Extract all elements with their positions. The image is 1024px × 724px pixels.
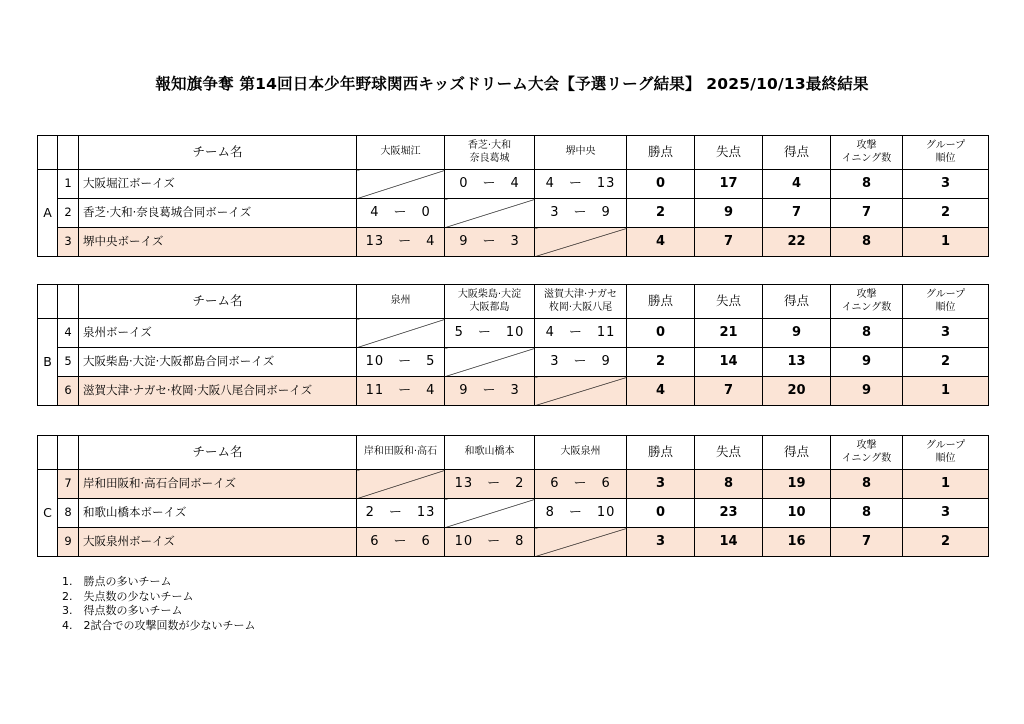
self-match-cell bbox=[445, 499, 535, 528]
wins-points: 0 bbox=[627, 499, 695, 528]
header-runs-allowed: 失点 bbox=[695, 285, 763, 319]
match-score: 13 ー 2 bbox=[445, 470, 535, 499]
wins-points: 0 bbox=[627, 319, 695, 348]
header-blank bbox=[58, 436, 79, 470]
runs-scored: 20 bbox=[763, 377, 831, 406]
header-rank-line1: グループ bbox=[925, 140, 966, 151]
header-team-name: チーム名 bbox=[79, 436, 357, 470]
team-name: 香芝·大和·奈良葛城合同ボーイズ bbox=[79, 199, 357, 228]
table-row bbox=[38, 348, 989, 377]
header-rank-line2: 順位 bbox=[935, 152, 956, 164]
match-score: 4 ー 0 bbox=[357, 199, 445, 228]
runs-allowed: 9 bbox=[695, 199, 763, 228]
team-number: 9 bbox=[58, 528, 79, 557]
group-letter: C bbox=[38, 470, 58, 557]
header-opponent bbox=[357, 436, 445, 470]
ranking-rules bbox=[62, 575, 256, 633]
match-score: 6 ー 6 bbox=[535, 470, 627, 499]
team-number: 7 bbox=[58, 470, 79, 499]
runs-allowed: 23 bbox=[695, 499, 763, 528]
match-score: 8 ー 10 bbox=[535, 499, 627, 528]
ranking-rule: 3. 得点数の多いチーム bbox=[62, 604, 183, 617]
header-opponent bbox=[535, 285, 627, 319]
header-runs-scored: 得点 bbox=[763, 436, 831, 470]
match-score: 2 ー 13 bbox=[357, 499, 445, 528]
header-opponent-line2: 奈良葛城 bbox=[469, 152, 510, 164]
runs-scored: 13 bbox=[763, 348, 831, 377]
runs-scored: 16 bbox=[763, 528, 831, 557]
team-number: 8 bbox=[58, 499, 79, 528]
header-team-name: チーム名 bbox=[79, 136, 357, 170]
header-wins-points: 勝点 bbox=[627, 136, 695, 170]
header-opponent bbox=[357, 136, 445, 170]
offense-innings: 8 bbox=[831, 470, 903, 499]
match-score: 9 ー 3 bbox=[445, 377, 535, 406]
wins-points: 3 bbox=[627, 470, 695, 499]
match-score: 6 ー 6 bbox=[357, 528, 445, 557]
self-match-cell bbox=[445, 199, 535, 228]
header-rank-line1: グループ bbox=[925, 440, 966, 451]
header-opponent-line1: 滋賀大津·ナガセ bbox=[544, 289, 617, 300]
header-blank bbox=[58, 136, 79, 170]
header-runs-allowed: 失点 bbox=[695, 436, 763, 470]
runs-scored: 9 bbox=[763, 319, 831, 348]
runs-allowed: 21 bbox=[695, 319, 763, 348]
header-rank bbox=[903, 436, 989, 470]
header-opponent-line1: 大阪泉州 bbox=[560, 446, 601, 458]
wins-points: 4 bbox=[627, 377, 695, 406]
header-opponent-line1: 和歌山橋本 bbox=[464, 446, 515, 458]
wins-points: 3 bbox=[627, 528, 695, 557]
header-blank bbox=[38, 136, 58, 170]
team-number: 2 bbox=[58, 199, 79, 228]
match-score: 10 ー 5 bbox=[357, 348, 445, 377]
header-opponent bbox=[357, 285, 445, 319]
runs-scored: 4 bbox=[763, 170, 831, 199]
team-name: 岸和田阪和·高石合同ボーイズ bbox=[79, 470, 357, 499]
match-score: 4 ー 11 bbox=[535, 319, 627, 348]
team-name: 滋賀大津·ナガセ·枚岡·大阪八尾合同ボーイズ bbox=[79, 377, 357, 406]
header-opponent bbox=[445, 436, 535, 470]
offense-innings: 8 bbox=[831, 319, 903, 348]
table-row bbox=[38, 470, 989, 499]
runs-scored: 7 bbox=[763, 199, 831, 228]
header-innings-line1: 攻撃 bbox=[856, 140, 877, 151]
header-opponent-line1: 香芝·大和 bbox=[467, 140, 512, 151]
header-innings bbox=[831, 136, 903, 170]
self-match-cell bbox=[535, 528, 627, 557]
header-opponent bbox=[535, 436, 627, 470]
team-name: 堺中央ボーイズ bbox=[79, 228, 357, 257]
group-rank: 1 bbox=[903, 228, 989, 257]
team-name: 泉州ボーイズ bbox=[79, 319, 357, 348]
match-score: 0 ー 4 bbox=[445, 170, 535, 199]
group-rank: 2 bbox=[903, 199, 989, 228]
group-rank: 2 bbox=[903, 348, 989, 377]
header-opponent-line1: 大阪堀江 bbox=[380, 146, 421, 158]
table-row bbox=[38, 499, 989, 528]
group-c-table bbox=[37, 435, 989, 557]
runs-scored: 10 bbox=[763, 499, 831, 528]
match-score: 13 ー 4 bbox=[357, 228, 445, 257]
header-opponent-line1: 岸和田阪和·高石 bbox=[363, 446, 438, 458]
team-number: 6 bbox=[58, 377, 79, 406]
match-score: 3 ー 9 bbox=[535, 199, 627, 228]
header-innings-line1: 攻撃 bbox=[856, 440, 877, 451]
table-row bbox=[38, 528, 989, 557]
wins-points: 2 bbox=[627, 348, 695, 377]
match-score: 3 ー 9 bbox=[535, 348, 627, 377]
header-opponent-line1: 大阪柴島·大淀 bbox=[457, 289, 522, 300]
team-name: 大阪泉州ボーイズ bbox=[79, 528, 357, 557]
header-innings bbox=[831, 285, 903, 319]
header-wins-points: 勝点 bbox=[627, 436, 695, 470]
group-rank: 3 bbox=[903, 499, 989, 528]
header-opponent bbox=[445, 136, 535, 170]
self-match-cell bbox=[445, 348, 535, 377]
header-opponent bbox=[445, 285, 535, 319]
header-rank-line2: 順位 bbox=[935, 301, 956, 313]
header-blank bbox=[38, 436, 58, 470]
group-rank: 2 bbox=[903, 528, 989, 557]
header-runs-scored: 得点 bbox=[763, 136, 831, 170]
self-match-cell bbox=[357, 319, 445, 348]
header-opponent-line1: 堺中央 bbox=[565, 146, 596, 158]
offense-innings: 8 bbox=[831, 228, 903, 257]
runs-scored: 19 bbox=[763, 470, 831, 499]
match-score: 4 ー 13 bbox=[535, 170, 627, 199]
header-wins-points: 勝点 bbox=[627, 285, 695, 319]
header-blank bbox=[38, 285, 58, 319]
offense-innings: 8 bbox=[831, 170, 903, 199]
header-rank bbox=[903, 136, 989, 170]
header-team-name: チーム名 bbox=[79, 285, 357, 319]
team-name: 大阪柴島·大淀·大阪都島合同ボーイズ bbox=[79, 348, 357, 377]
header-rank-line1: グループ bbox=[925, 289, 966, 300]
wins-points: 4 bbox=[627, 228, 695, 257]
runs-allowed: 14 bbox=[695, 528, 763, 557]
header-innings-line2: イニング数 bbox=[841, 301, 892, 313]
group-letter: B bbox=[38, 319, 58, 406]
header-rank bbox=[903, 285, 989, 319]
header-blank bbox=[58, 285, 79, 319]
table-row bbox=[38, 377, 989, 406]
offense-innings: 8 bbox=[831, 499, 903, 528]
page-title: 報知旗争奪 第14回日本少年野球関西キッズドリーム大会【予選リーグ結果】 2025/10/13最終結果 bbox=[155, 75, 869, 93]
self-match-cell bbox=[357, 170, 445, 199]
offense-innings: 7 bbox=[831, 528, 903, 557]
match-score: 11 ー 4 bbox=[357, 377, 445, 406]
runs-allowed: 8 bbox=[695, 470, 763, 499]
group-rank: 3 bbox=[903, 170, 989, 199]
ranking-rule: 4. 2試合での攻撃回数が少ないチーム bbox=[62, 618, 256, 632]
self-match-cell bbox=[535, 228, 627, 257]
self-match-cell bbox=[357, 470, 445, 499]
group-rank: 1 bbox=[903, 470, 989, 499]
header-opponent bbox=[535, 136, 627, 170]
wins-points: 2 bbox=[627, 199, 695, 228]
header-opponent-line1: 泉州 bbox=[390, 295, 411, 307]
team-number: 1 bbox=[58, 170, 79, 199]
ranking-rule: 1. 勝点の多いチーム bbox=[62, 575, 172, 588]
header-rank-line2: 順位 bbox=[935, 452, 956, 464]
match-score: 9 ー 3 bbox=[445, 228, 535, 257]
offense-innings: 9 bbox=[831, 377, 903, 406]
group-rank: 1 bbox=[903, 377, 989, 406]
header-opponent-line2: 枚岡·大阪八尾 bbox=[548, 301, 613, 313]
header-innings-line2: イニング数 bbox=[841, 152, 892, 164]
runs-scored: 22 bbox=[763, 228, 831, 257]
team-name: 大阪堀江ボーイズ bbox=[79, 170, 357, 199]
team-name: 和歌山橋本ボーイズ bbox=[79, 499, 357, 528]
table-row bbox=[38, 228, 989, 257]
header-innings bbox=[831, 436, 903, 470]
team-number: 4 bbox=[58, 319, 79, 348]
header-opponent-line2: 大阪都島 bbox=[469, 301, 510, 313]
offense-innings: 9 bbox=[831, 348, 903, 377]
ranking-rule: 2. 失点数の少ないチーム bbox=[62, 589, 194, 603]
match-score: 5 ー 10 bbox=[445, 319, 535, 348]
wins-points: 0 bbox=[627, 170, 695, 199]
runs-allowed: 7 bbox=[695, 228, 763, 257]
header-runs-scored: 得点 bbox=[763, 285, 831, 319]
group-a-table bbox=[37, 135, 989, 257]
group-letter: A bbox=[38, 170, 58, 257]
match-score: 10 ー 8 bbox=[445, 528, 535, 557]
team-number: 5 bbox=[58, 348, 79, 377]
runs-allowed: 17 bbox=[695, 170, 763, 199]
table-row bbox=[38, 199, 989, 228]
header-runs-allowed: 失点 bbox=[695, 136, 763, 170]
self-match-cell bbox=[535, 377, 627, 406]
group-rank: 3 bbox=[903, 319, 989, 348]
runs-allowed: 14 bbox=[695, 348, 763, 377]
table-row bbox=[38, 319, 989, 348]
offense-innings: 7 bbox=[831, 199, 903, 228]
table-row bbox=[38, 170, 989, 199]
header-innings-line2: イニング数 bbox=[841, 452, 892, 464]
runs-allowed: 7 bbox=[695, 377, 763, 406]
header-innings-line1: 攻撃 bbox=[856, 289, 877, 300]
group-b-table bbox=[37, 284, 989, 406]
team-number: 3 bbox=[58, 228, 79, 257]
